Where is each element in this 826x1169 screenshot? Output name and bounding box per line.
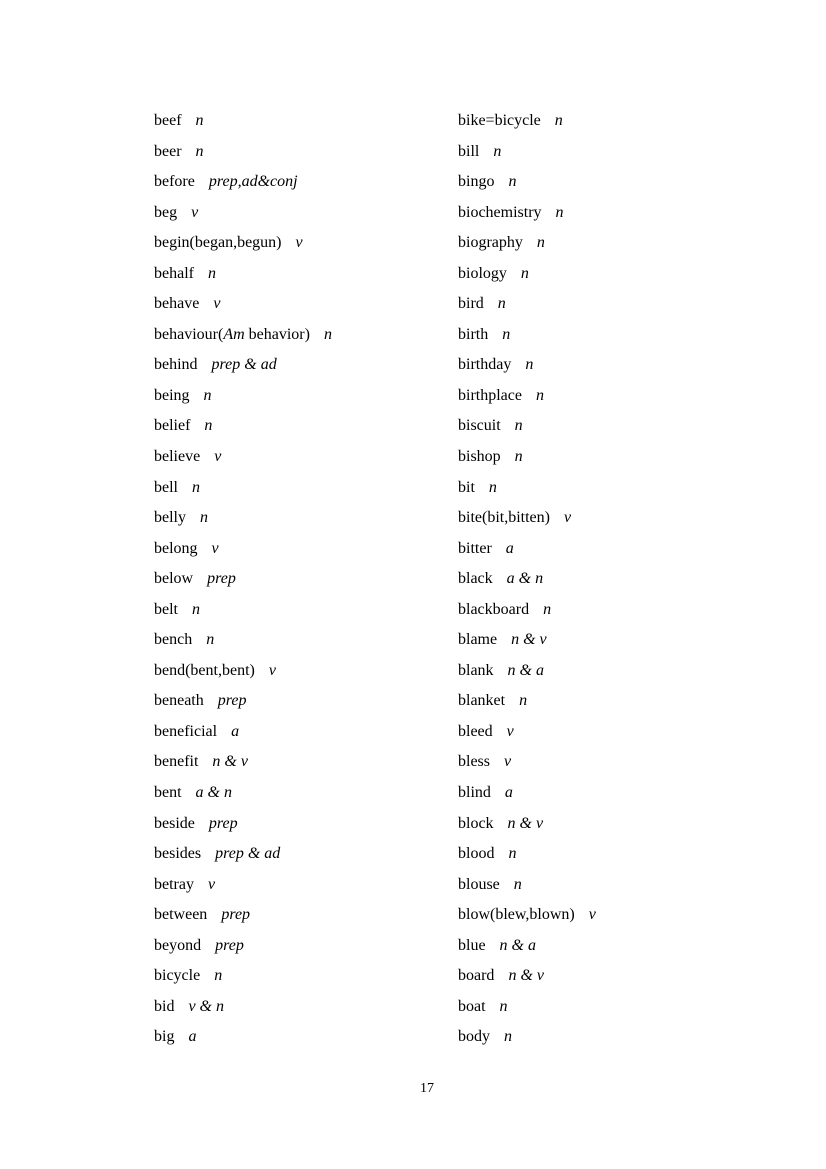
pos-label: prep [207,570,236,588]
pos-label: n [513,875,522,893]
word-entry [154,992,494,1023]
word-text: blackboard [458,600,530,618]
word-text: behaviour(Am behavior) [154,325,310,343]
pos-label: n [535,386,544,404]
word-text: birth [458,325,489,343]
word-entry [154,595,494,626]
word-entry [154,259,494,290]
pos-label: prep [215,936,244,954]
word-text: besides [154,845,202,863]
word-entry [458,870,798,901]
word-entry [458,503,798,534]
word-entry [458,320,798,351]
word-text: biscuit [458,417,501,435]
word-list-column-left [154,106,494,1053]
word-text: body [458,1028,490,1046]
pos-label: prep [217,692,247,710]
pos-label: n [497,295,506,313]
word-entry [154,167,494,198]
word-text: bench [154,631,193,649]
word-entry [154,534,494,565]
word-entry [458,931,798,962]
pos-label: n & v [508,967,544,985]
pos-label: v [504,753,512,771]
word-entry [458,259,798,290]
word-entry [154,870,494,901]
word-text: behalf [154,264,194,282]
word-text: belong [154,539,198,557]
pos-label: n & a [499,936,536,954]
pos-label: n [519,692,528,710]
word-entry [458,992,798,1023]
word-text: biology [458,264,507,282]
pos-label: prep,ad&conj [208,173,298,191]
word-text: blanket [458,692,506,710]
word-text: begin(began,begun) [154,234,282,252]
word-text: beer [154,142,182,160]
word-entry [458,167,798,198]
pos-label: n [543,600,552,618]
word-text: bell [154,478,178,496]
pos-label: n [508,173,517,191]
word-text: birthplace [458,386,522,404]
word-text: bend(bent,bent) [154,661,255,679]
pos-label: a [505,539,514,557]
word-text: bite(bit,bitten) [458,509,550,527]
word-entry [458,656,798,687]
word-entry [458,625,798,656]
word-entry [458,228,798,259]
word-entry [458,809,798,840]
pos-label: n [499,997,508,1015]
word-entry [458,595,798,626]
word-text: benefit [154,753,199,771]
pos-label: v [295,234,303,252]
word-text: big [154,1028,175,1046]
word-text: blank [458,661,494,679]
word-text: blame [458,631,498,649]
word-entry [154,686,494,717]
pos-label: n [504,1028,512,1046]
pos-label: n [555,203,564,221]
word-text: biography [458,234,523,252]
page-number: 17 [420,1081,434,1096]
word-entry [458,961,798,992]
pos-label: prep [208,814,238,832]
pos-label: n [502,325,511,343]
word-text: boat [458,997,486,1015]
word-entry [154,289,494,320]
pos-label: n [536,234,545,252]
pos-label: v [588,906,596,924]
pos-label: v [211,539,219,557]
word-text: beef [154,112,182,129]
word-text: bid [154,997,175,1015]
word-text: blind [458,784,491,802]
pos-label: n [554,112,563,129]
pos-label: n [508,845,517,863]
pos-label: n [195,112,204,129]
word-entry [154,198,494,229]
word-entry [458,564,798,595]
word-text: beside [154,814,195,832]
word-entry [154,747,494,778]
pos-label: prep [221,906,251,924]
word-text: behind [154,356,198,374]
pos-label: v & n [188,997,224,1015]
word-text: blow(blew,blown) [458,906,575,924]
pos-label: n [192,478,200,496]
pos-label: n & v [511,631,547,649]
word-text: behave [154,295,200,313]
word-entry [458,534,798,565]
word-text: bicycle [154,967,201,985]
word-entry [458,442,798,473]
word-entry [154,381,494,412]
pos-label: v [207,875,216,893]
word-text: before [154,173,195,191]
pos-label: n [206,631,215,649]
word-text: believe [154,448,201,466]
word-text: belief [154,417,191,435]
word-entry [154,564,494,595]
word-entry [154,839,494,870]
pos-label: v [563,509,572,527]
word-entry [154,717,494,748]
word-list-column-right [458,106,798,1053]
word-entry [154,503,494,534]
word-entry [458,350,798,381]
word-text: between [154,906,208,924]
word-text: biochemistry [458,203,542,221]
word-text: bitter [458,539,492,557]
word-entry [154,473,494,504]
word-entry [154,228,494,259]
word-entry [154,809,494,840]
word-text: betray [154,875,194,893]
word-entry [154,931,494,962]
word-entry [458,839,798,870]
word-text: blue [458,936,486,954]
pos-label: prep & ad [215,845,281,863]
word-text: beyond [154,936,202,954]
word-entry [458,381,798,412]
word-text: block [458,814,494,832]
word-text: bishop [458,448,501,466]
word-entry [154,656,494,687]
pos-label: n [203,386,212,404]
word-text: being [154,386,190,404]
pos-label: n [207,264,216,282]
pos-label: n & a [507,661,544,679]
pos-label: n [514,417,523,435]
word-text: bleed [458,722,493,740]
word-text: beg [154,203,178,221]
word-text: bike=bicycle [458,112,541,129]
word-entry [154,137,494,168]
word-entry [458,137,798,168]
pos-label: n [204,417,213,435]
word-text: beneficial [154,722,218,740]
word-entry [154,900,494,931]
word-entry [458,778,798,809]
word-text: bill [458,142,480,160]
word-text: blood [458,845,495,863]
word-entry [154,350,494,381]
pos-label: n & v [507,814,544,832]
pos-label: prep & ad [211,356,277,374]
pos-label: n [200,509,208,527]
word-text: bit [458,478,475,496]
word-text: board [458,967,495,985]
pos-label: v [268,661,276,679]
word-text: below [154,570,194,588]
word-text: blouse [458,875,500,893]
word-entry [458,747,798,778]
pos-label: a [504,784,513,802]
word-entry [154,1022,494,1053]
pos-label: n [214,967,223,985]
word-text: belly [154,509,186,527]
word-text: bird [458,295,484,313]
pos-label: a & n [195,784,232,802]
pos-label: v [214,448,222,466]
pos-label: v [506,722,514,740]
word-entry [458,473,798,504]
word-entry [154,961,494,992]
pos-label: n [323,325,332,343]
word-text: bingo [458,173,495,191]
word-entry [154,778,494,809]
word-entry [154,320,494,351]
word-text: beneath [154,692,204,710]
pos-label: v [213,295,221,313]
pos-label: n [195,142,204,160]
word-text: birthday [458,356,512,374]
word-entry [458,106,798,137]
pos-label: n [525,356,534,374]
pos-label: n [192,600,200,618]
pos-label: n [488,478,497,496]
word-text: belt [154,600,178,618]
word-entry [154,442,494,473]
word-text: bless [458,753,490,771]
word-entry [154,411,494,442]
pos-label: n [514,448,523,466]
pos-label: n & v [212,753,248,771]
word-text: bent [154,784,182,802]
word-entry [458,717,798,748]
word-text: black [458,570,493,588]
pos-label: n [493,142,502,160]
word-entry [458,900,798,931]
pos-label: n [520,264,529,282]
word-entry [458,686,798,717]
word-entry [154,625,494,656]
pos-label: v [191,203,199,221]
pos-label: a [188,1028,197,1046]
word-entry [154,106,494,137]
word-entry [458,289,798,320]
pos-label: a [231,722,240,740]
word-entry [458,411,798,442]
pos-label: a & n [506,570,544,588]
word-entry [458,1022,798,1053]
word-entry [458,198,798,229]
